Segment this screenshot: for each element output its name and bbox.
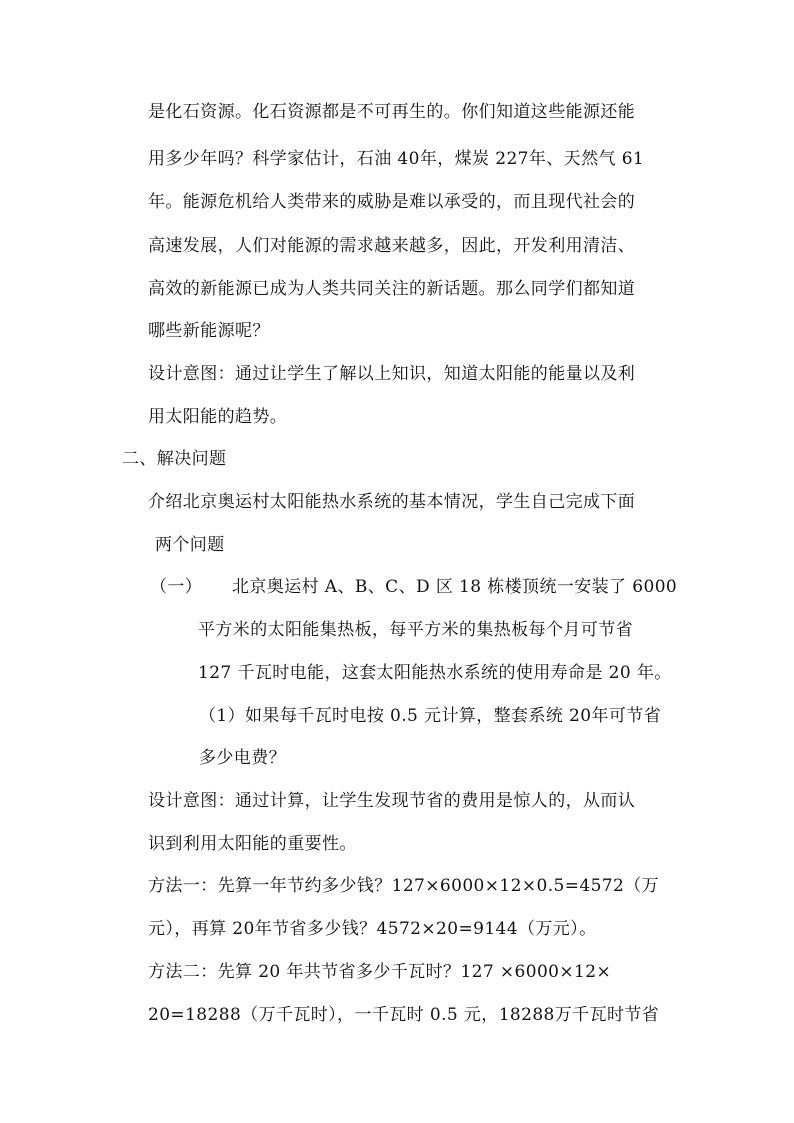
text-line: 年。能源危机给人类带来的威胁是难以承受的，而且现代社会的 [148, 192, 636, 212]
text-line: 介绍北京奥运村太阳能热水系统的基本情况，学生自己完成下面 [148, 492, 636, 512]
text-line: 多少电费？ [199, 748, 286, 768]
text-line: 设计意图：通过计算，让学生发现节省的费用是惊人的，从而认 [148, 791, 636, 811]
text-line: 北京奥运村 A、B、C、D 区 18 栋楼顶统一安装了 6000 [232, 577, 678, 597]
text-line: 高效的新能源已成为人类共同关注的新话题。那么同学们都知道 [148, 279, 636, 299]
text-line: 两个问题 [155, 535, 225, 555]
text-line: 识到利用太阳能的重要性。 [148, 834, 357, 854]
text-line: 用多少年吗？科学家估计，石油 40年，煤炭 227年、天然气 61 [148, 149, 645, 169]
text-line: 哪些新能源呢？ [148, 321, 270, 341]
text-line: 是化石资源。化石资源都是不可再生的。你们知道这些能源还能 [148, 102, 636, 122]
text-line: 高速发展，人们对能源的需求越来越多，因此，开发利用清洁、 [148, 236, 636, 256]
text-line: 用太阳能的趋势。 [148, 407, 288, 427]
text-line: 20=18288（万千瓦时），一千瓦时 0.5 元，18288万千瓦时节省 [148, 1005, 660, 1025]
text-line: 设计意图：通过让学生了解以上知识，知道太阳能的能量以及利 [148, 364, 636, 384]
text-line: 方法二：先算 20 年共节省多少千瓦时？127 ×6000×12× [148, 962, 612, 982]
text-line: 127 千瓦时电能，这套太阳能热水系统的使用寿命是 20 年。 [198, 663, 672, 683]
problem-label: （一） [150, 577, 203, 597]
text-line: 平方米的太阳能集热板，每平方米的集热板每个月可节省 [198, 620, 633, 640]
text-line: 方法一：先算一年节约多少钱？127×6000×12×0.5=4572（万 [148, 876, 660, 896]
text-line: （1）如果每千瓦时电按 0.5 元计算，整套系统 20年可节省 [199, 706, 662, 726]
text-line: 元），再算 20年节省多少钱？4572×20=9144（万元）。 [148, 919, 597, 939]
section-heading: 二、解决问题 [122, 449, 227, 469]
